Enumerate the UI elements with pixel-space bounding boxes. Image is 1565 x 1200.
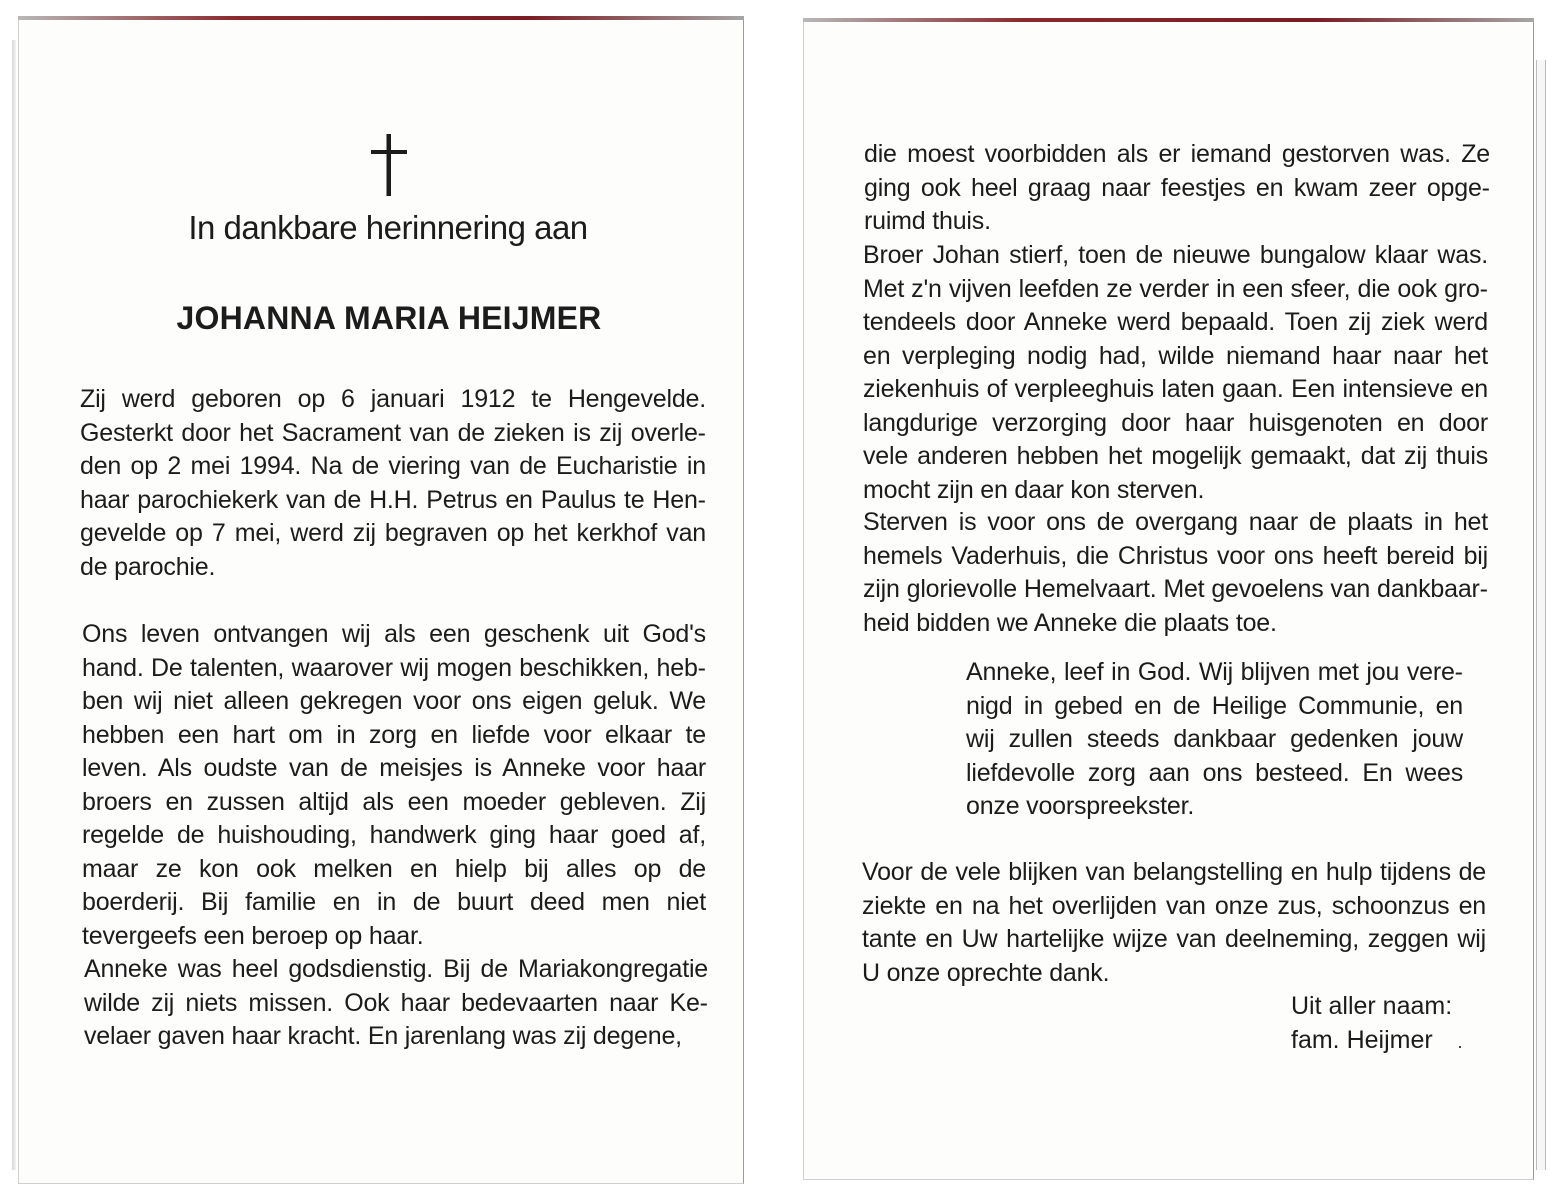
life-paragraph: Ons leven ontvangen wij als een geschenk uit God's hand. De talenten, waarover wij mogen beschikken, hebben wij niet alleen gekregen voor ons eigen geluk. We hebben een hart om in zorg en liefde voor elkaar te leven. Als oudste van de meisjes is Anneke voor haar broers en zussen altijd als een moeder gebleven. Zij regelde de huishouding, handwerk ging haar goed af, maar ze kon ook melken en hielp bij alles op de boerderij. Bij familie en in de buurt deed men niet tevergeefs een beroep op haar.: [82, 620, 706, 950]
devotion-paragraph: Anneke was heel godsdienstig. Bij de Mariakongregatie wilde zij niets missen. Ook haar bedevaarten naar Kevelaer gaven haar kracht. En jarenlang was zij degene,: [84, 955, 708, 1050]
family-name: fam. Heijmer: [1291, 1026, 1433, 1054]
continuation-paragraph: die moest voorbidden als er iemand gestorven was. Ze ging ook heel graag naar feestjes en kwam zeer opgeruimd thuis.: [864, 140, 1490, 235]
deceased-name: JOHANNA MARIA HEIJMER: [176, 300, 602, 336]
biography-paragraph: Zij werd geboren op 6 januari 1912 te Hengevelde. Gesterkt door het Sacrament van de zieken is zij overleden op 2 mei 1994. Na de viering van de Eucharistie in haar parochiekerk van de H.H. Petrus en Paulus te Hengevelde op 7 mei, werd zij begraven op het kerkhof van de parochie.: [80, 385, 706, 581]
memorial-heading: In dankbare herinnering aan: [188, 209, 588, 246]
card-right-back-edge: [1536, 60, 1546, 1170]
card-left-back-edge: [12, 40, 16, 1170]
ink-dot: [1459, 1046, 1461, 1048]
signoff-line: Uit aller naam:: [1291, 992, 1453, 1020]
cross-icon: [371, 134, 407, 196]
faith-paragraph: Sterven is voor ons de overgang naar de plaats in het hemels Vaderhuis, die Christus voor ons heeft bereid bij zijn glorievolle Hemelvaart. Met gevoelens van dankbaarheid bidden we Anneke die plaats toe.: [863, 508, 1488, 637]
prayer-paragraph: Anneke, leef in God. Wij blijven met jou verenigd in gebed en de Heilige Communie, en wij zullen steeds dankbaar gedenken jouw liefdevolle zorg aan ons besteed. En wees onze voorspreekster.: [966, 658, 1463, 820]
family-signoff: [1291, 989, 1452, 1057]
thanks-paragraph: Voor de vele blijken van belangstelling en hulp tijdens de ziekte en na het overlijden van onze zus, schoonzus en tante en Uw hartelijke wijze van deelneming, zeggen wij U onze oprechte dank.: [862, 858, 1486, 987]
illness-paragraph: Broer Johan stierf, toen de nieuwe bungalow klaar was. Met z'n vijven leefden ze verder in een sfeer, die ook grotendeels door Anneke werd bepaald. Toen zij ziek werd en verpleging nodig had, wilde niemand haar naar het ziekenhuis of verpleeghuis laten gaan. Een intensieve en langdurige verzorging door haar huisgenoten en door vele anderen hebben het mogelijk gemaakt, dat zij thuis mocht zijn en daar kon sterven.: [863, 241, 1488, 504]
